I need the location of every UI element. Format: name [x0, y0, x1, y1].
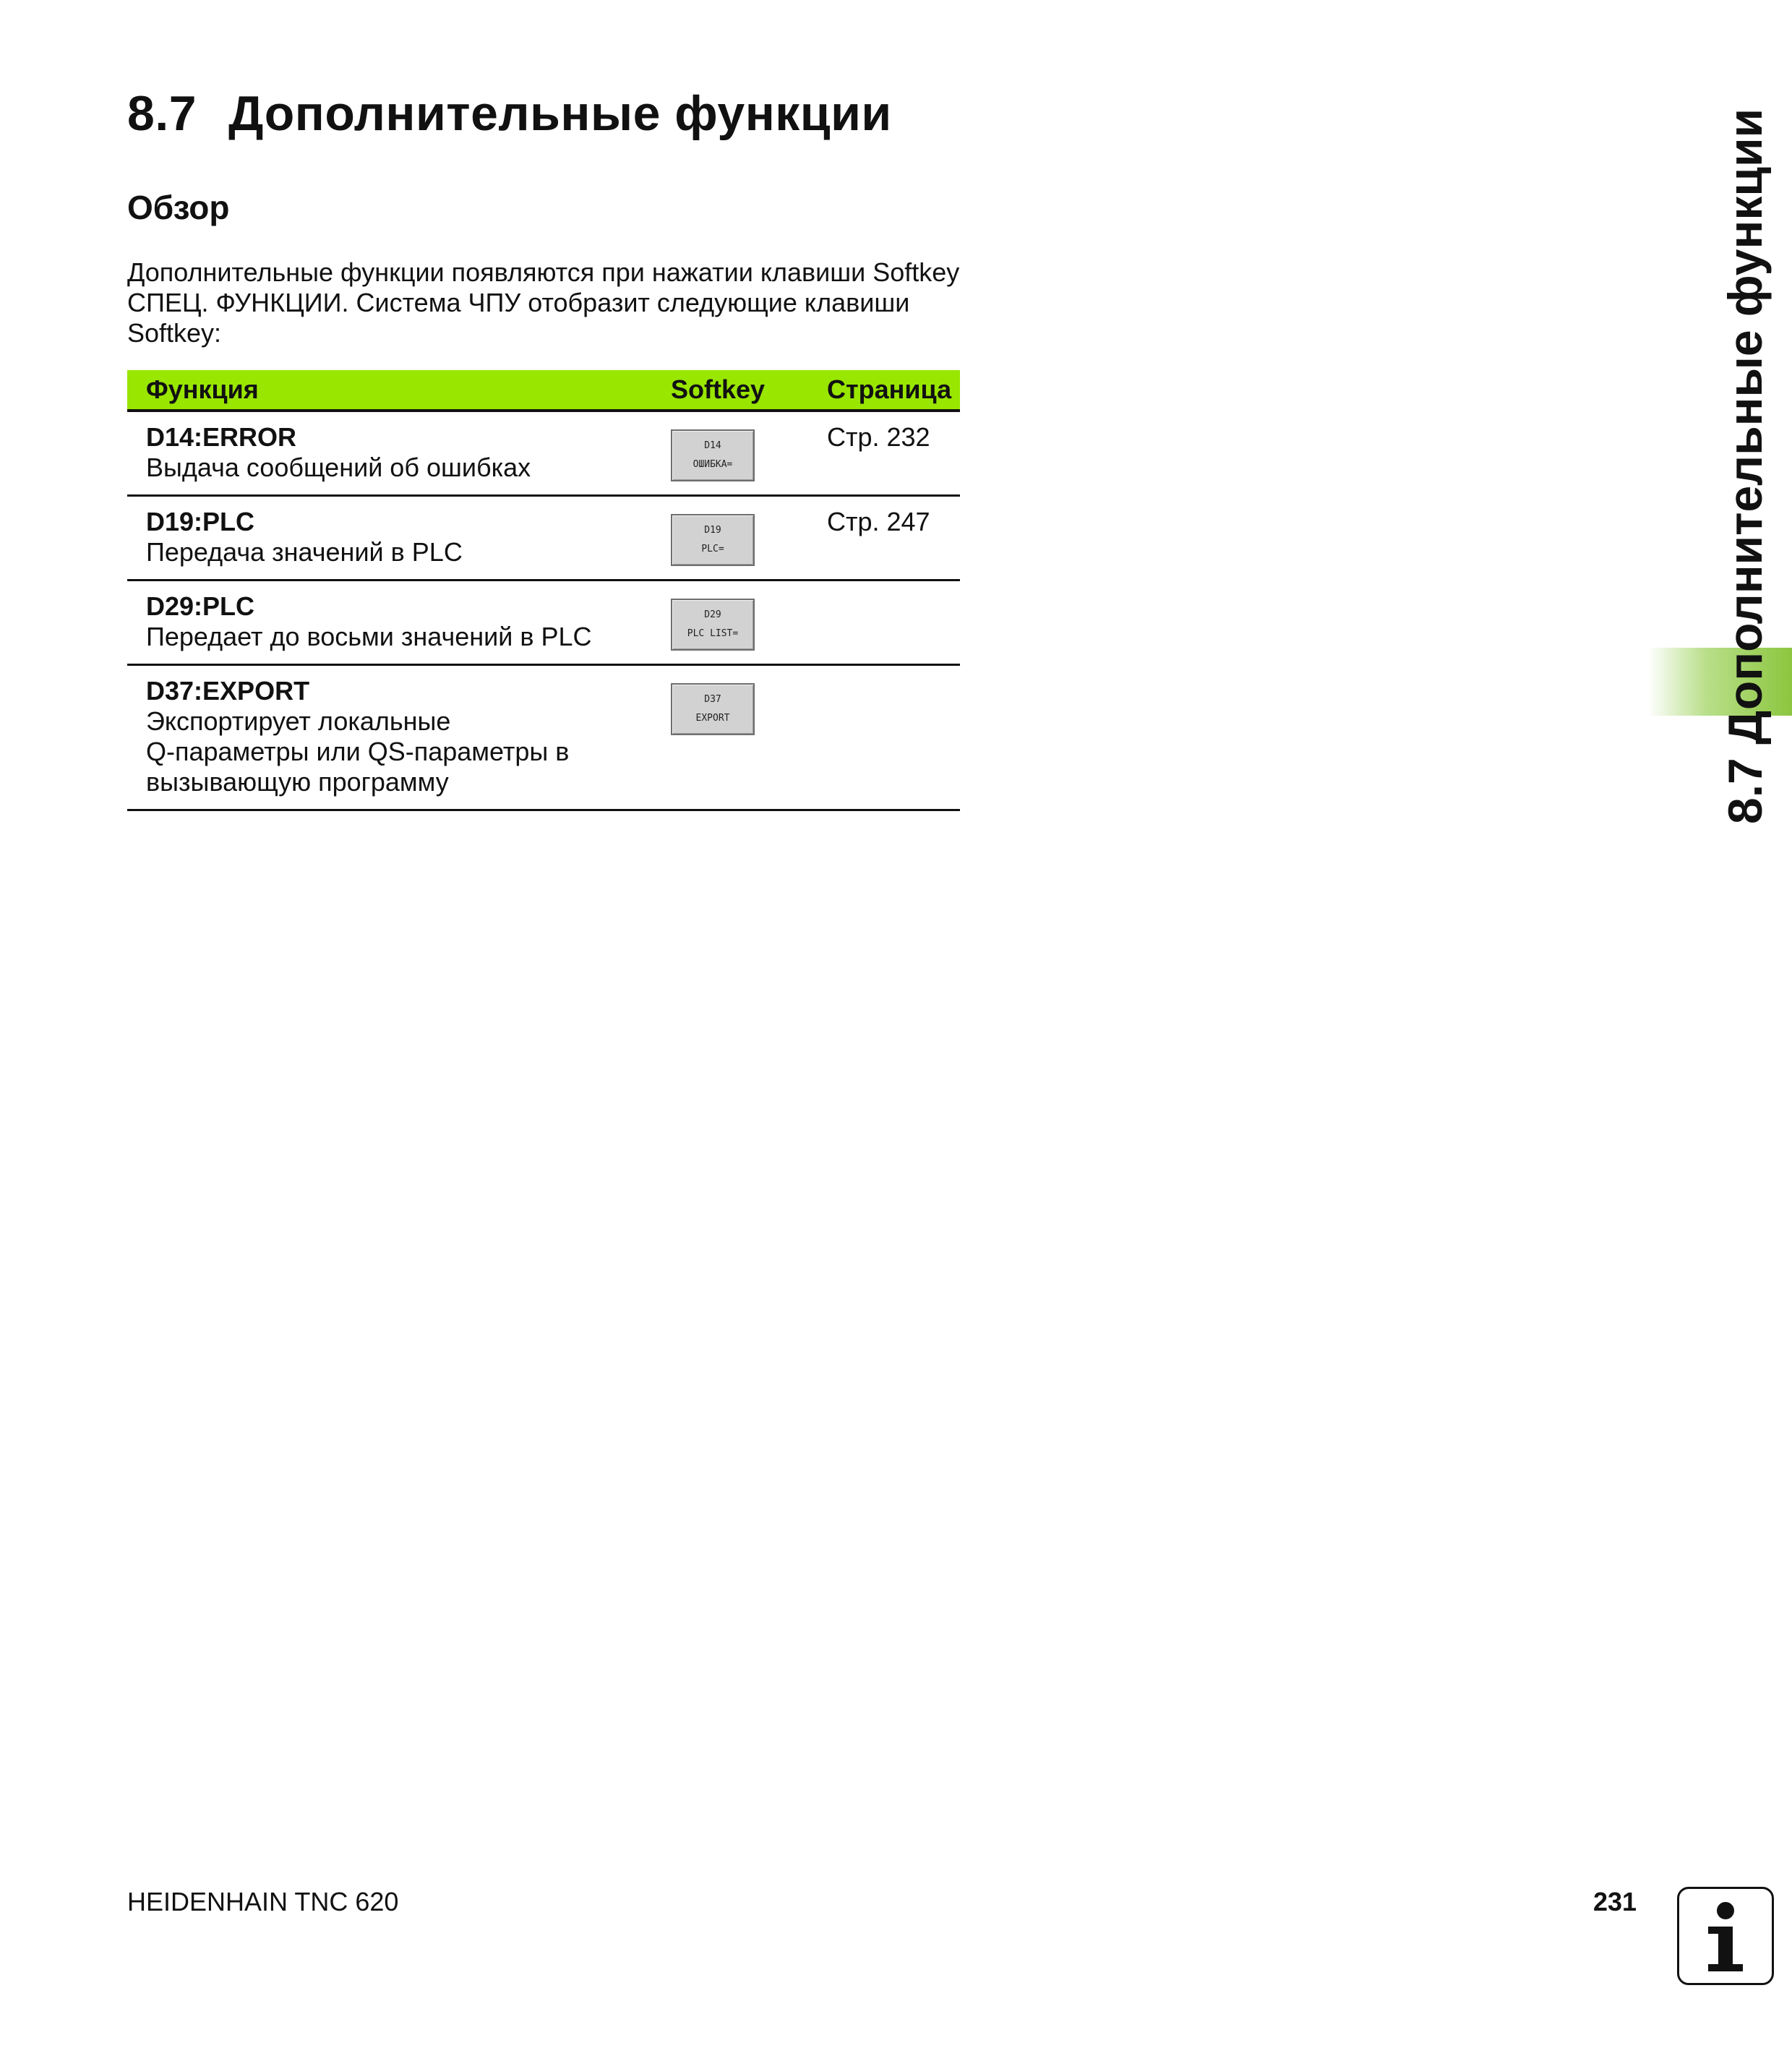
table-row [127, 580, 960, 665]
table-row [127, 496, 960, 580]
softkey-line2: PLC LIST= [687, 628, 739, 639]
function-description: Передает до восьми значений в PLC [146, 622, 592, 651]
section-title [127, 85, 892, 142]
function-description: Выдача сообщений об ошибках [146, 453, 531, 482]
function-description: Передача значений в PLC [146, 537, 463, 567]
function-cell [127, 411, 652, 496]
softkey-line2: EXPORT [695, 713, 730, 724]
header-function: Функция [127, 370, 652, 411]
function-description: Экспортирует локальные Q-параметры или QS-параметры в вызывающую программу [146, 706, 570, 797]
function-cell [127, 496, 652, 580]
softkey-cell [652, 665, 808, 810]
function-name: D37:EXPORT [146, 676, 310, 706]
function-name: D14:ERROR [146, 422, 297, 452]
function-cell [127, 580, 652, 665]
functions-table [127, 370, 960, 811]
softkey-d37-export[interactable] [671, 683, 755, 735]
intro-paragraph: Дополнительные функции появляются при нажатии клавиши Softkey СПЕЦ. ФУНКЦИИ. Система ЧПУ отобразит следующие клавиши Softkey: [127, 257, 960, 348]
softkey-cell [652, 411, 808, 496]
page-cell [808, 580, 960, 665]
table-row [127, 411, 960, 496]
table-row [127, 665, 960, 810]
section-title-text: Дополнительные функции [228, 86, 892, 141]
side-chapter-title: 8.7 Дополнительные функции [1718, 108, 1772, 824]
function-name: D29:PLC [146, 591, 255, 621]
softkey-line2: ОШИБКА= [693, 459, 733, 470]
softkey-d14-error[interactable] [671, 429, 755, 481]
table-header-row [127, 370, 960, 411]
softkey-d29-plc-list[interactable] [671, 599, 755, 651]
subsection-title: Обзор [127, 189, 230, 226]
page-reference: Стр. 247 [827, 507, 930, 536]
function-cell [127, 665, 652, 810]
softkey-d19-plc[interactable] [671, 514, 755, 566]
softkey-line2: PLC= [701, 544, 724, 554]
page-reference: Стр. 232 [827, 422, 930, 452]
softkey-cell [652, 496, 808, 580]
function-name: D19:PLC [146, 507, 255, 536]
section-number: 8.7 [127, 86, 197, 141]
header-softkey: Softkey [652, 370, 808, 411]
softkey-line1: D29 [704, 609, 721, 620]
page-cell [808, 411, 960, 496]
page-cell [808, 496, 960, 580]
softkey-cell [652, 580, 808, 665]
softkey-line1: D14 [704, 440, 721, 451]
header-page: Страница [808, 370, 960, 411]
footer-product: HEIDENHAIN TNC 620 [127, 1887, 399, 1916]
info-icon [1677, 1887, 1774, 1985]
softkey-line1: D19 [704, 525, 721, 536]
softkey-line1: D37 [704, 694, 721, 705]
footer-page-number: 231 [1593, 1887, 1637, 1916]
page-cell [808, 665, 960, 810]
